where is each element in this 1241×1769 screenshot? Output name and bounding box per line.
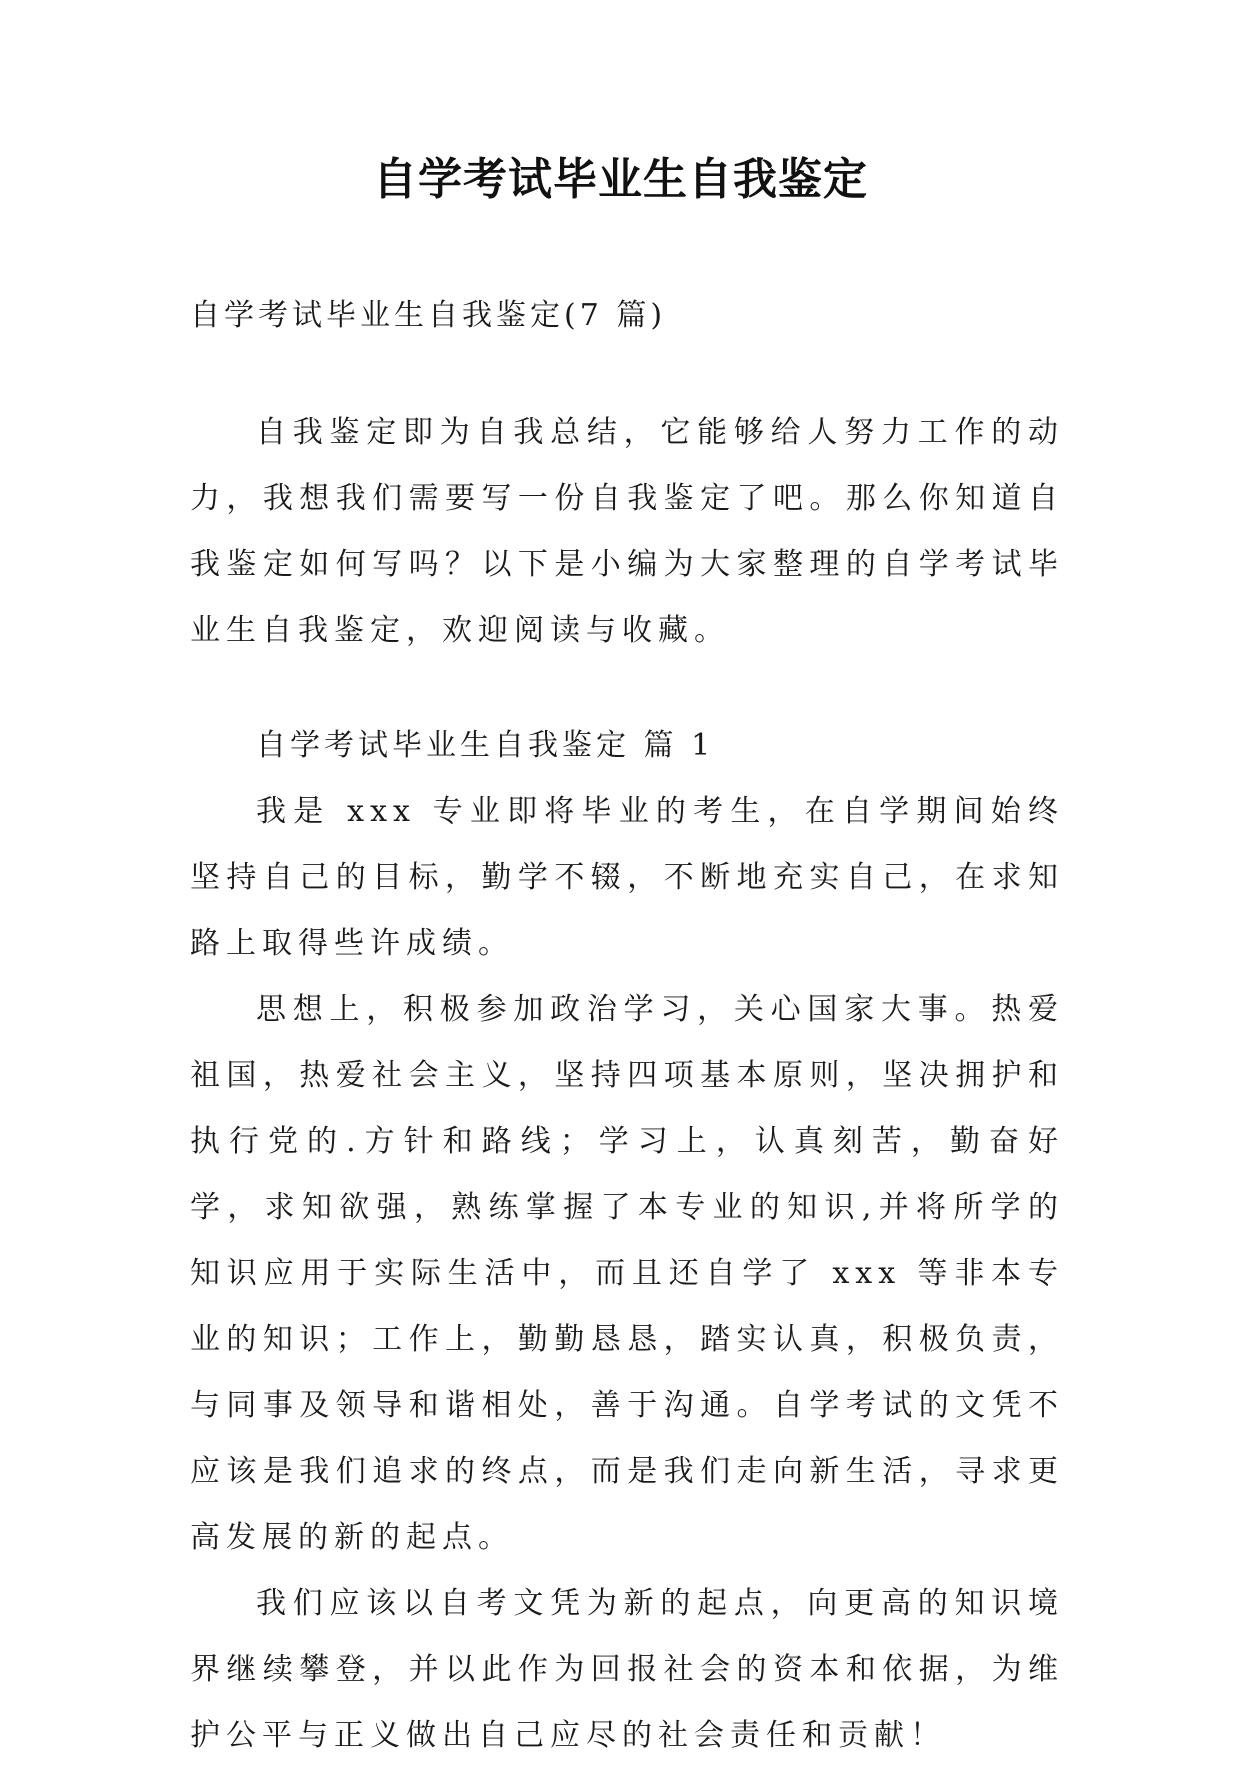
body-paragraph: 思想上，积极参加政治学习，关心国家大事。热爱祖国，热爱社会主义，坚持四项基本原则，坚决拥护和执行党的.方针和路线；学习上，认真刻苦，勤奋好学，求知欲强，熟练掌握了本专业的知识,并将所学的知识应用于实际生活中，而且还自学了 xxx 等非本专业的知识；工作上，勤勤恳恳，踏实认真，积极负责，与同事及领导和谐相处，善于沟通。自学考试的文凭不应该是我们追求的终点，而是我们走向新生活，寻求更高发展的新的起点。 [190, 992, 1064, 1555]
intro-paragraph: 自我鉴定即为自我总结，它能够给人努力工作的动力，我想我们需要写一份自我鉴定了吧。那么你知道自我鉴定如何写吗？以下是小编为大家整理的自学考试毕业生自我鉴定，欢迎阅读与收藏。 [190, 415, 1064, 648]
section-heading: 自学考试毕业生自我鉴定 篇 1 [256, 728, 715, 763]
document-subtitle: 自学考试毕业生自我鉴定(7 篇) [190, 298, 667, 333]
document-body [190, 283, 1064, 1769]
body-paragraph: 我们应该以自考文凭为新的起点，向更高的知识境界继续攀登，并以此作为回报社会的资本和依据，为维护公平与正义做出自己应尽的社会责任和贡献！ [190, 1586, 1064, 1753]
body-paragraph: 我是 xxx 专业即将毕业的考生，在自学期间始终坚持自己的目标，勤学不辍，不断地充实自己，在求知路上取得些许成绩。 [190, 794, 1064, 961]
document-title: 自学考试毕业生自我鉴定 [373, 154, 868, 205]
